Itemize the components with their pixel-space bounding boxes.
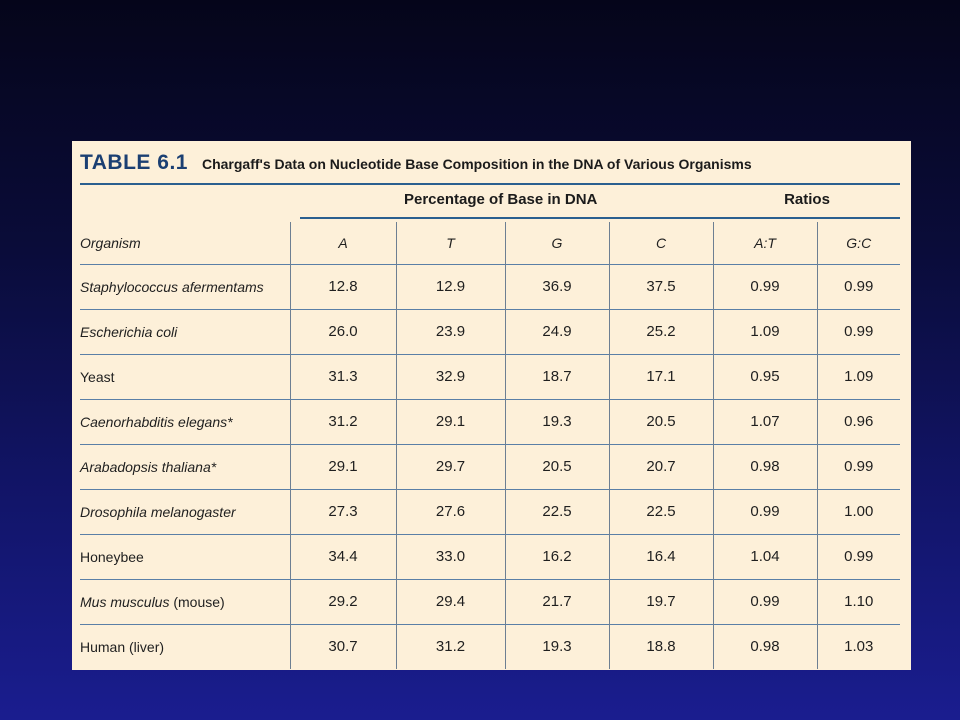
cell-gc: 0.99 — [817, 444, 900, 489]
table-row — [80, 489, 900, 534]
table-row — [80, 534, 900, 579]
cell-g: 22.5 — [505, 489, 609, 534]
cell-a: 12.8 — [290, 264, 396, 309]
organism-italic: Mus musculus — [80, 593, 170, 610]
cell-c: 37.5 — [609, 264, 713, 309]
organism-italic: Drosophila melanogaster — [80, 503, 236, 520]
column-header-row — [80, 222, 900, 264]
cell-a: 30.7 — [290, 624, 396, 669]
col-header-t: T — [396, 222, 505, 264]
cell-g: 21.7 — [505, 579, 609, 624]
cell-gc: 1.10 — [817, 579, 900, 624]
table-panel — [72, 141, 911, 670]
data-table — [80, 222, 900, 669]
organism-cell — [80, 534, 290, 579]
cell-a: 31.3 — [290, 354, 396, 399]
col-header-organism: Organism — [80, 234, 141, 251]
cell-at: 0.95 — [713, 354, 817, 399]
organism-italic: Staphylococcus afermentams — [80, 278, 264, 295]
table-row — [80, 264, 900, 309]
cell-a: 31.2 — [290, 399, 396, 444]
organism-italic: Caenorhabditis elegans* — [80, 413, 233, 430]
cell-t: 33.0 — [396, 534, 505, 579]
cell-c: 19.7 — [609, 579, 713, 624]
ratios-group-header: Ratios — [784, 191, 830, 208]
organism-cell — [80, 579, 290, 624]
col-header-g: G — [505, 222, 609, 264]
organism-cell — [80, 309, 290, 354]
table-number: TABLE 6.1 — [80, 151, 188, 174]
cell-at: 1.04 — [713, 534, 817, 579]
cell-c: 17.1 — [609, 354, 713, 399]
organism-plain: Honeybee — [80, 548, 144, 565]
table-heading — [80, 151, 752, 177]
cell-g: 16.2 — [505, 534, 609, 579]
organism-cell — [80, 399, 290, 444]
cell-g: 19.3 — [505, 399, 609, 444]
cell-at: 0.99 — [713, 489, 817, 534]
cell-gc: 1.03 — [817, 624, 900, 669]
cell-a: 29.1 — [290, 444, 396, 489]
cell-t: 29.4 — [396, 579, 505, 624]
organism-cell — [80, 444, 290, 489]
group-header-rule — [300, 217, 900, 219]
cell-gc: 0.99 — [817, 264, 900, 309]
table-row — [80, 309, 900, 354]
cell-c: 25.2 — [609, 309, 713, 354]
cell-g: 36.9 — [505, 264, 609, 309]
cell-g: 19.3 — [505, 624, 609, 669]
table-row — [80, 579, 900, 624]
table-row — [80, 444, 900, 489]
organism-cell — [80, 624, 290, 669]
cell-gc: 1.00 — [817, 489, 900, 534]
organism-plain: Human (liver) — [80, 638, 165, 655]
cell-g: 24.9 — [505, 309, 609, 354]
cell-a: 34.4 — [290, 534, 396, 579]
col-header-gc-ratio: G:C — [817, 222, 900, 264]
heading-rule — [80, 183, 900, 185]
cell-t: 23.9 — [396, 309, 505, 354]
organism-cell — [80, 354, 290, 399]
organism-cell — [80, 264, 290, 309]
table-row — [80, 399, 900, 444]
cell-at: 0.98 — [713, 444, 817, 489]
cell-gc: 1.09 — [817, 354, 900, 399]
organism-italic: Escherichia coli — [80, 323, 178, 340]
cell-at: 0.99 — [713, 264, 817, 309]
cell-t: 29.7 — [396, 444, 505, 489]
organism-cell — [80, 489, 290, 534]
cell-g: 18.7 — [505, 354, 609, 399]
cell-a: 27.3 — [290, 489, 396, 534]
cell-gc: 0.99 — [817, 534, 900, 579]
cell-c: 16.4 — [609, 534, 713, 579]
col-header-at-ratio: A:T — [713, 222, 817, 264]
cell-at: 0.99 — [713, 579, 817, 624]
percentage-group-header: Percentage of Base in DNA — [404, 191, 598, 208]
col-header-a: A — [290, 222, 396, 264]
cell-a: 29.2 — [290, 579, 396, 624]
table-row — [80, 624, 900, 669]
organism-plain: Yeast — [80, 368, 115, 385]
cell-c: 18.8 — [609, 624, 713, 669]
cell-t: 12.9 — [396, 264, 505, 309]
cell-c: 20.7 — [609, 444, 713, 489]
cell-at: 0.98 — [713, 624, 817, 669]
col-header-c: C — [609, 222, 713, 264]
cell-t: 31.2 — [396, 624, 505, 669]
organism-italic: Arabadopsis thaliana* — [80, 458, 217, 475]
cell-g: 20.5 — [505, 444, 609, 489]
cell-c: 22.5 — [609, 489, 713, 534]
cell-at: 1.09 — [713, 309, 817, 354]
cell-at: 1.07 — [713, 399, 817, 444]
cell-t: 29.1 — [396, 399, 505, 444]
cell-t: 32.9 — [396, 354, 505, 399]
table-title: Chargaff's Data on Nucleotide Base Composition in the DNA of Various Organisms — [201, 156, 752, 172]
organism-plain: (mouse) — [169, 593, 225, 610]
table-row — [80, 354, 900, 399]
cell-gc: 0.99 — [817, 309, 900, 354]
cell-gc: 0.96 — [817, 399, 900, 444]
cell-c: 20.5 — [609, 399, 713, 444]
cell-t: 27.6 — [396, 489, 505, 534]
cell-a: 26.0 — [290, 309, 396, 354]
